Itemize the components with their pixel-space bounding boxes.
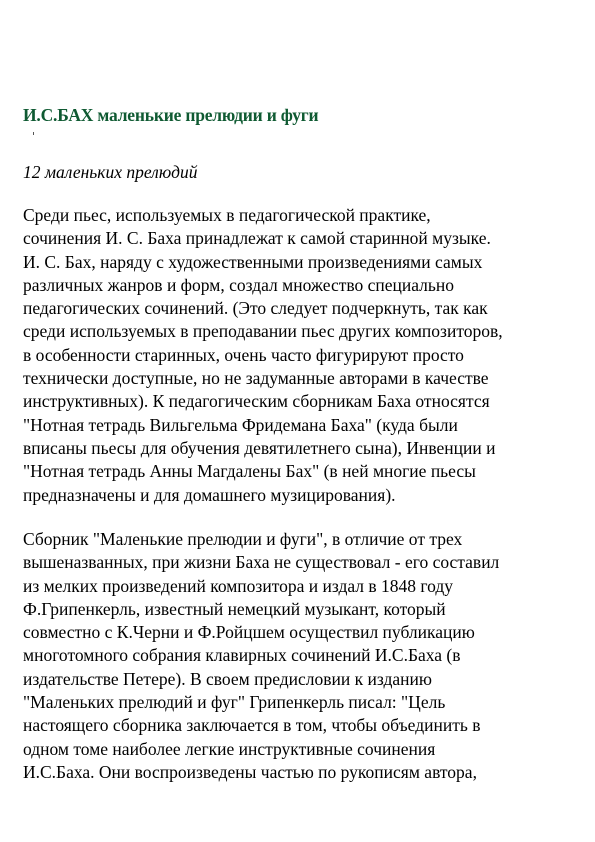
paragraph-2 xyxy=(23,528,583,784)
text-line: инструктивных). К педагогическим сборникам Баха относятся xyxy=(23,391,490,412)
stray-mark xyxy=(33,132,34,135)
section-subtitle: 12 маленьких прелюдий xyxy=(23,162,198,182)
text-line: различных жанров и форм, создал множество специально xyxy=(23,274,455,295)
text-line: Среди пьес, используемых в педагогической практике, xyxy=(23,205,431,225)
text-line: настоящего сборника заключается в том, чтобы объединить в xyxy=(23,715,481,736)
text-line: вышеназванных, при жизни Баха не существовал - его составил xyxy=(23,552,500,573)
text-line: педагогических сочинений. (Это следует подчеркнуть, так как xyxy=(23,298,488,319)
text-line: И.С.Баха. Они воспроизведены частью по рукописям автора, xyxy=(23,761,477,782)
paragraph-1 xyxy=(23,204,583,507)
text-line: одном томе наиболее легкие инструктивные сочинения xyxy=(23,738,436,759)
text-line: издательстве Петере). В своем предисловии к изданию xyxy=(23,668,432,689)
text-line: "Нотная тетрадь Вильгельма Фридемана Баха" (куда были xyxy=(23,414,458,435)
text-line: из мелких произведений композитора и издал в 1848 году xyxy=(23,575,454,596)
text-line: предназначены и для домашнего музицирования). xyxy=(23,484,396,505)
text-line: "Маленьких прелюдий и фуг" Грипенкерль писал: "Цель xyxy=(23,692,446,713)
text-line: И. С. Бах, наряду с художественными произведениями самых xyxy=(23,251,483,272)
text-line: "Нотная тетрадь Анны Магдалены Бах" (в ней многие пьесы xyxy=(23,461,476,482)
text-line: вписаны пьесы для обучения девятилетнего сына), Инвенции и xyxy=(23,437,496,458)
text-line: сочинения И. С. Баха принадлежат к самой старинной музыке. xyxy=(23,228,491,249)
text-line: многотомного собрания клавирных сочинений И.С.Баха (в xyxy=(23,645,461,666)
text-line: технически доступные, но не задуманные авторами в качестве xyxy=(23,368,489,389)
text-line: Сборник "Маленькие прелюдии и фуги", в отличие от трех xyxy=(23,529,463,549)
text-line: Ф.Грипенкерль, известный немецкий музыкант, который xyxy=(23,598,446,619)
document-title: И.С.БАХ маленькие прелюдии и фуги xyxy=(23,105,319,125)
text-line: в особенности старинных, очень часто фигурируют просто xyxy=(23,344,464,365)
text-line: среди используемых в преподавании пьес других композиторов, xyxy=(23,321,503,342)
text-line: совместно с К.Черни и Ф.Ройцшем осуществил публикацию xyxy=(23,622,475,643)
